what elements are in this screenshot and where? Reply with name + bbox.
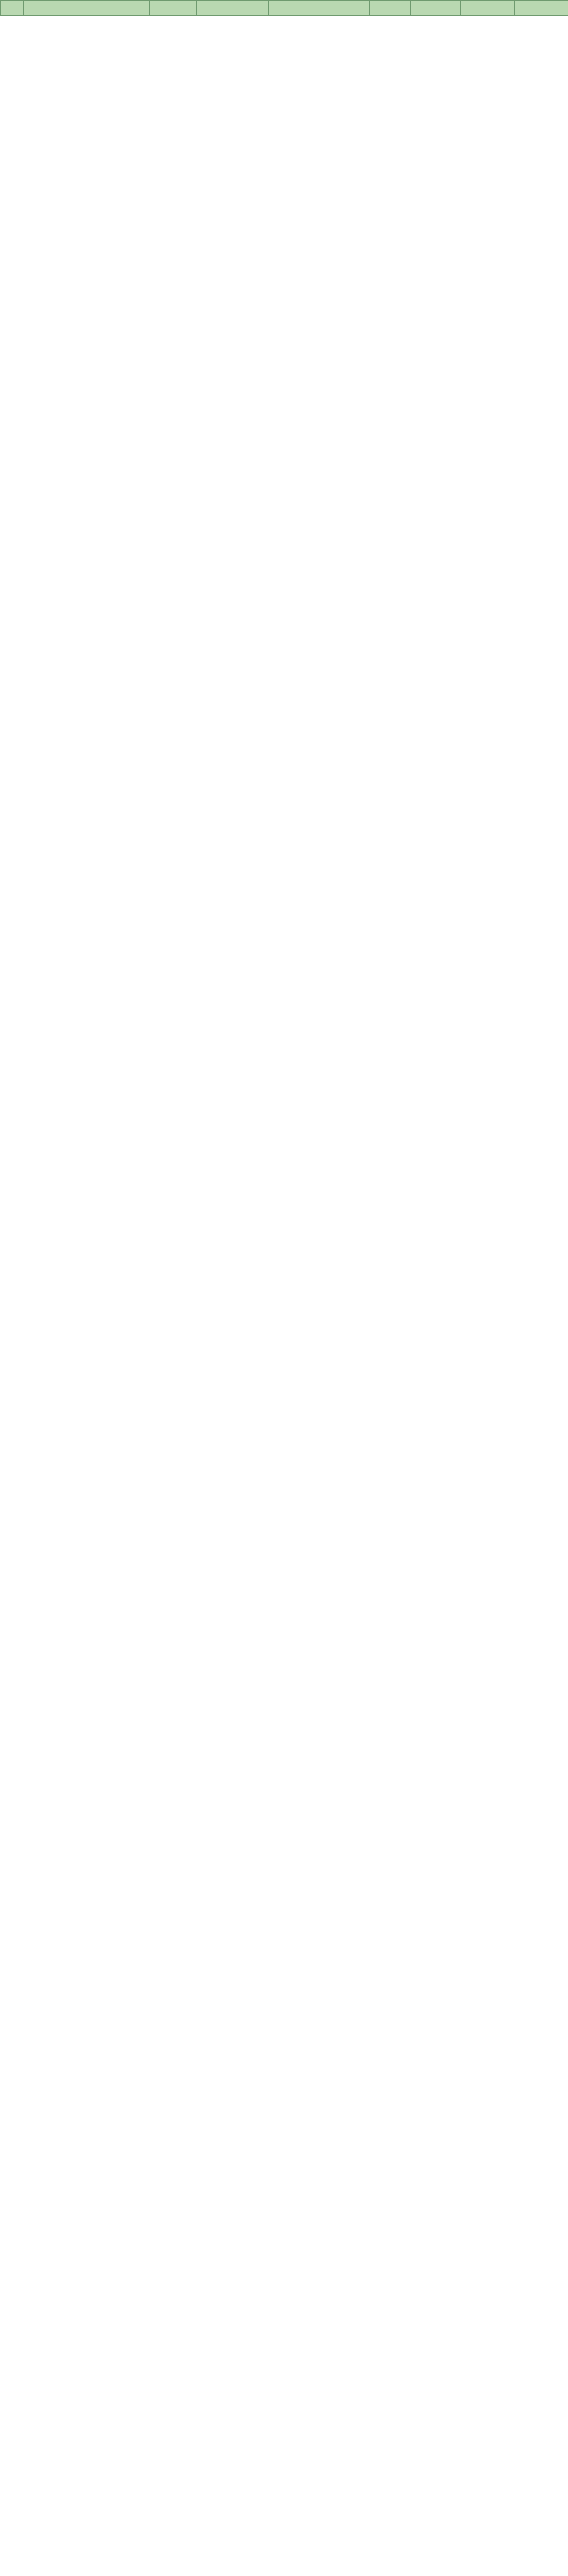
header-contact — [150, 1, 197, 16]
header-index — [1, 1, 24, 16]
table-header — [1, 1, 568, 16]
header-position — [269, 1, 370, 16]
header-salary-min — [461, 1, 515, 16]
header-company — [24, 1, 150, 16]
header-salary-max — [515, 1, 568, 16]
header-openings — [370, 1, 411, 16]
header-education — [411, 1, 461, 16]
header-phone — [197, 1, 269, 16]
job-listing-table — [0, 0, 568, 16]
